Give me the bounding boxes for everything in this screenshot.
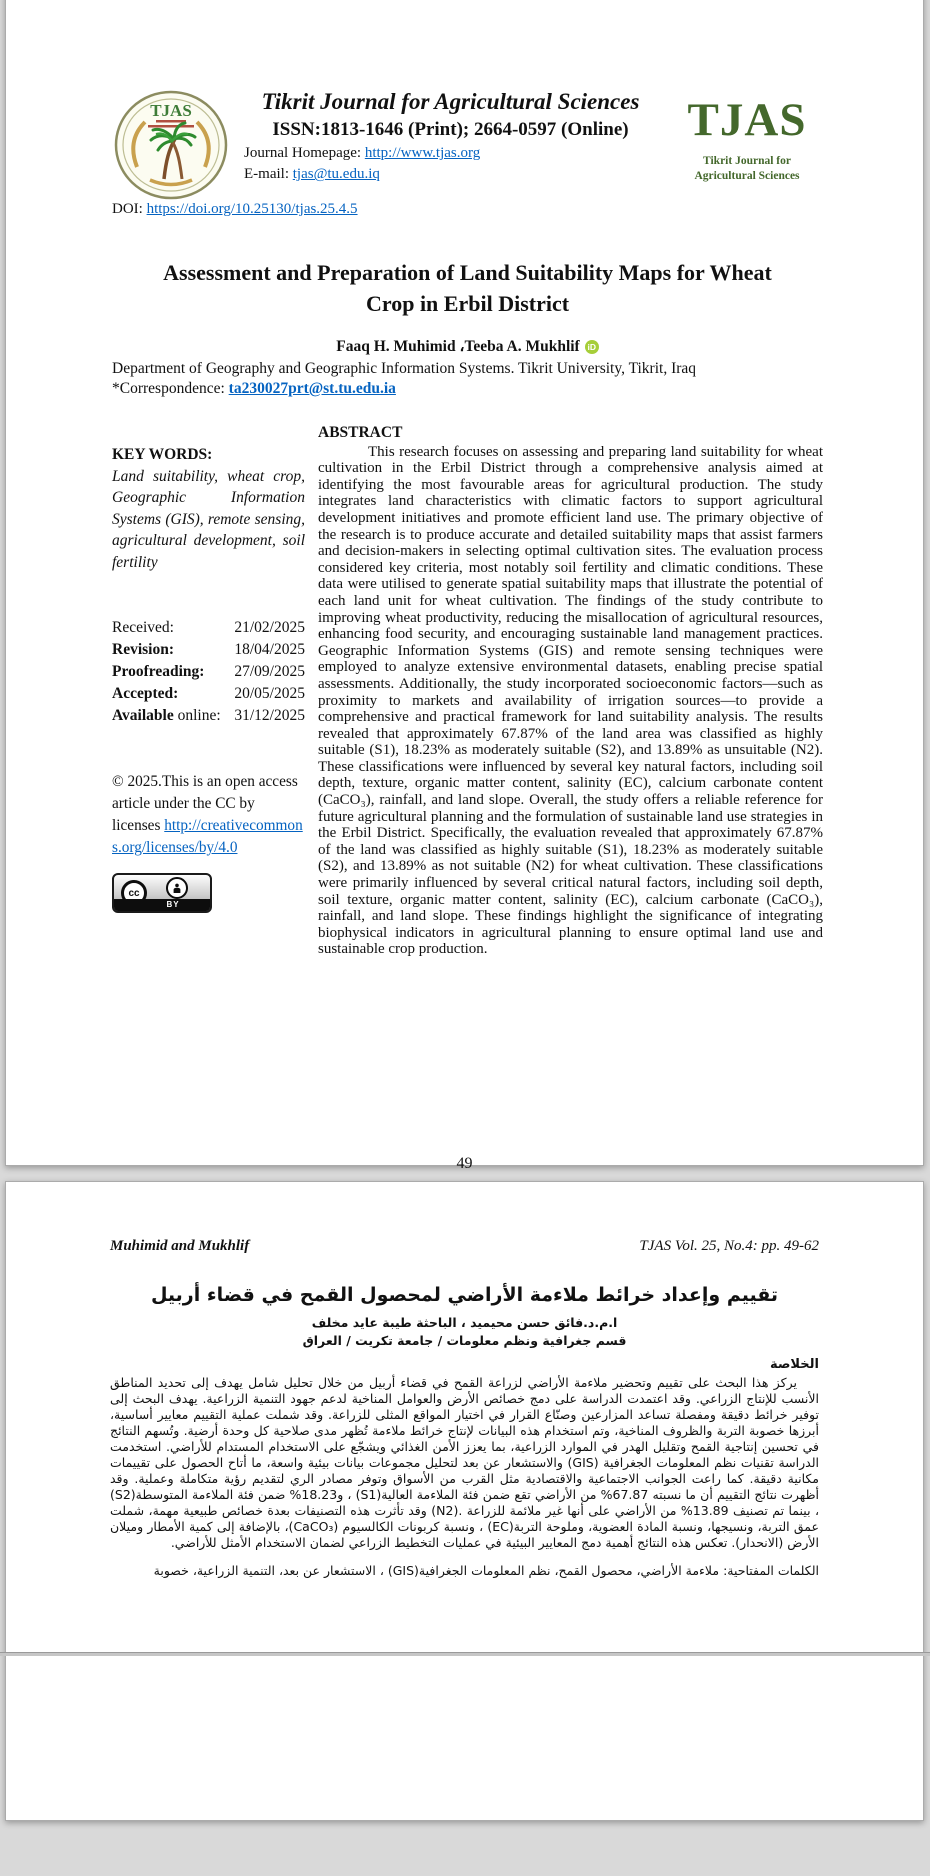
journal-email-link[interactable]: tjas@tu.edu.iq	[292, 166, 380, 183]
affiliation: Department of Geography and Geographic Information Systems. Tikrit University, Tikrit, Iraq	[112, 359, 697, 377]
arabic-affiliation: قسم جغرافية ونظم معلومات / جامعة تكريت / العراق	[302, 1332, 627, 1348]
date-label: Revision:	[112, 641, 174, 659]
abstract-section	[318, 424, 823, 973]
correspondence-email-link[interactable]: ta230027prt@st.tu.edu.ia	[228, 379, 396, 397]
article-title: Assessment and Preparation of Land Suitability Maps for Wheat Crop in Erbil District	[163, 260, 772, 316]
cc-by-label: BY	[114, 899, 210, 911]
date-value: 31/12/2025	[234, 707, 305, 725]
tjas-wordmark-logo	[671, 89, 823, 184]
date-label: Accepted:	[112, 685, 179, 703]
arabic-authors: ا.م.د.فائق حسن محيميد ، الباحثة طيبة عايد مخلف	[311, 1314, 618, 1330]
date-label: Proofreading:	[112, 663, 205, 681]
date-row-available-online	[112, 705, 305, 727]
article-info-sidebar	[112, 424, 305, 973]
running-head-authors: Muhimid and Mukhlif	[110, 1238, 250, 1254]
date-row-revision	[112, 639, 305, 661]
running-head	[110, 1238, 819, 1255]
copyright-notice	[112, 771, 305, 859]
arabic-title: تقييم وإعداد خرائط ملاءمة الأراضي لمحصول القمح في قضاء أربيل	[150, 1284, 779, 1306]
email-label: E-mail:	[244, 166, 293, 183]
date-label: Received:	[112, 619, 174, 637]
copyright-text: © 2025.This is an open access article under the CC by licenses	[112, 773, 298, 835]
journal-header	[112, 89, 823, 201]
doi-label: DOI:	[112, 201, 147, 217]
author-names: Faaq H. Muhimid ،Teeba A. Mukhlif	[336, 337, 580, 355]
journal-emblem-logo	[112, 89, 230, 201]
cc-person-icon	[166, 877, 188, 899]
arabic-abstract-text: يركز هذا البحث على تقييم وتحضير ملاءمة الأراضي لزراعة القمح في قضاء أربيل من خلال تحليل شامل يهدف إلى تحديد المناطق الأنسب للإنتاج الزراعي. وقد اعتمدت الدراسة على دمج خصائص الأرض والعوامل المناخية لدعم جهود التنمية الزراعية. يهدف البحث إلى توفير خرائط دقيقة ومفصلة تساعد المزارعين وصنّاع القرار في اختيار المواقع المثلى للزراعة. وقد شملت عملية التقييم معايير أساسية، أبرزها خصوبة التربة والظروف المناخية، وتم استخدام هذه البيانات لإنتاج خرائط ملاءمة تُظهر مدى صلاحية كل وحدة أرضية. وتُسهم النتائج في تحسين إنتاجية القمح وتقليل الهدر في الموارد الزراعية، بما يعزز الأمن الغذائي ويشجّع على الاستخدام المستدام للأراضي. استخدمت الدراسة تقنيات نظم المعلومات الجغرافية (GIS) والاستشعار عن بعد لتحليل مجموعات بيانات بيئية واسعة، ما أتاح الحصول على تقييمات مكانية دقيقة. كما راعت الجوانب الاجتماعية والاقتصادية مثل القرب من الأسواق وتوفر مصادر الري لتقديم رؤية متكاملة وعملية. وقد أظهرت نتائج التقييم أن ما نسبته 67.87% من الأراضي تقع ضمن فئة الملاءمة العالية(S1) ، و18.23% ضمن فئة الملاءمة المتوسطة(S2) ، بينما تم تصنيف 13.89% من الأراضي على أنها غير ملائمة للزراعة .(N2) وقد تأثرت هذه التصنيفات بعدة خصائص طبيعية مهمة، شملت عمق التربة، ونسيجها، ونسبة المادة العضوية، وملوحة التربة(EC) ، ونسبة كربونات الكالسيوم (CaCO₃)، بالإضافة إلى كمية الأمطار وميلان الأرض (الانحدار). تعكس هذه النتائج أهمية دمج المعايير البيئية في عمليات التخطيط الزراعي لضمان الاستخدام الأمثل للأراضي.	[110, 1374, 820, 1550]
running-head-citation: TJAS Vol. 25, No.4: pp. 49-62	[639, 1238, 819, 1254]
journal-masthead	[230, 89, 671, 183]
arabic-abstract-heading: الخلاصة	[769, 1356, 819, 1372]
arabic-keywords	[110, 1563, 819, 1579]
tjas-acronym: TJAS	[687, 94, 807, 146]
journal-homepage-link[interactable]: http://www.tjas.org	[364, 145, 481, 162]
date-value: 27/09/2025	[234, 663, 305, 681]
homepage-label: Journal Homepage:	[244, 145, 365, 162]
doi-link[interactable]: https://doi.org/10.25130/tjas.25.4.5	[146, 201, 358, 217]
keywords-text: Land suitability, wheat crop, Geographic Information Systems (GIS), remote sensing, agricultural development, soil fertility	[112, 467, 305, 571]
paper-page-1	[5, 0, 924, 1172]
tjas-caption-line2: Agricultural Sciences	[694, 169, 800, 182]
date-row-accepted	[112, 683, 305, 705]
table-top-border	[0, 1652, 930, 1656]
tjas-caption-line1: Tikrit Journal for	[703, 155, 791, 167]
paper-page-2	[5, 1181, 924, 1821]
date-value: 18/04/2025	[234, 641, 305, 659]
date-row-proofreading	[112, 661, 305, 683]
abstract-text: This research focuses on assessing and preparing land suitability for wheat cultivation in the Erbil District through a comprehensive analysis aimed at identifying the most favourable areas for agricultural production. The study integrates land characteristics with climatic factors to support agricultural development initiatives and promote efficient land use. The primary objective of the research is to produce accurate and detailed suitability maps that assist farmers and decision-makers in selecting optimal cultivation sites. The evaluation process considered key criteria, most notably soil fertility and climatic conditions. These data were utilised to generate spatial suitability maps that illustrate the potential of each land unit for wheat cultivation. The findings of the study contribute to improving wheat productivity, reducing the misallocation of agricultural resources, enhancing food security, and encouraging sustainable land management practices. Geographic Information Systems (GIS) and remote sensing techniques were employed to analyze extensive environmental datasets, enabling precise spatial assessments. Additionally, the study incorporated socioeconomic factors—such as proximity to markets and availability of irrigation sources—to provide a comprehensive and practical framework for land suitability analysis. The results revealed that approximately 67.87% of the land area was classified as highly suitable (S1), 18.23% as moderately suitable (S2), and 13.89% as unsuitable (N2). These classifications were influenced by several key natural factors, including soil depth, texture, organic matter content, salinity (EC), calcium carbonate content (CaCO₃), rainfall, and land slope. Overall, the study offers a reliable reference for future agricultural planning and the formulation of sustainable land use strategies in the Erbil District. Specifically, the evaluation revealed that approximately 67.87% of the land was classified as highly suitable (S1), 18.23% as moderately suitable (S2), and 13.89% as not suitable (N2) for wheat cultivation. These classifications were primarily influenced by several critical natural factors, including soil depth, soil texture, organic matter content, salinity (EC), calcium carbonate (CaCO₃), rainfall, and land slope. These findings highlight the significance of integrating biophysical indicators in agricultural planning to ensure optimal land use and sustainable crop production.	[318, 443, 823, 958]
arabic-keywords-text: ملاءمة الأراضي، محصول القمح، نظم المعلومات الجغرافية(GIS) ، الاستشعار عن بعد، التنمية الزراعية، خصوبة	[153, 1563, 724, 1579]
orcid-icon[interactable]: iD	[585, 340, 599, 354]
page-number: 49	[456, 1155, 473, 1172]
date-value: 21/02/2025	[234, 619, 305, 637]
keywords-heading: KEY WORDS:	[112, 445, 213, 463]
correspondence-label: *Correspondence:	[112, 379, 229, 397]
journal-title: Tikrit Journal for Agricultural Sciences	[261, 89, 640, 114]
svg-text:TJAS: TJAS	[150, 101, 192, 120]
cc-circle-icon: cc	[121, 880, 147, 906]
date-label: Available online:	[112, 707, 221, 725]
journal-issn: ISSN:1813-1646 (Print); 2664-0597 (Online)	[272, 119, 629, 141]
palm-tree-emblem-icon	[112, 89, 230, 201]
license-link[interactable]: http://creativecommons.org/licenses/by/4.0	[112, 817, 303, 857]
arabic-keywords-label: الكلمات المفتاحية:	[723, 1563, 819, 1579]
date-value: 20/05/2025	[234, 685, 305, 703]
abstract-heading: ABSTRACT	[318, 423, 403, 441]
date-row-received	[112, 617, 305, 639]
article-dates	[112, 617, 305, 727]
cc-by-badge[interactable]	[112, 873, 212, 913]
